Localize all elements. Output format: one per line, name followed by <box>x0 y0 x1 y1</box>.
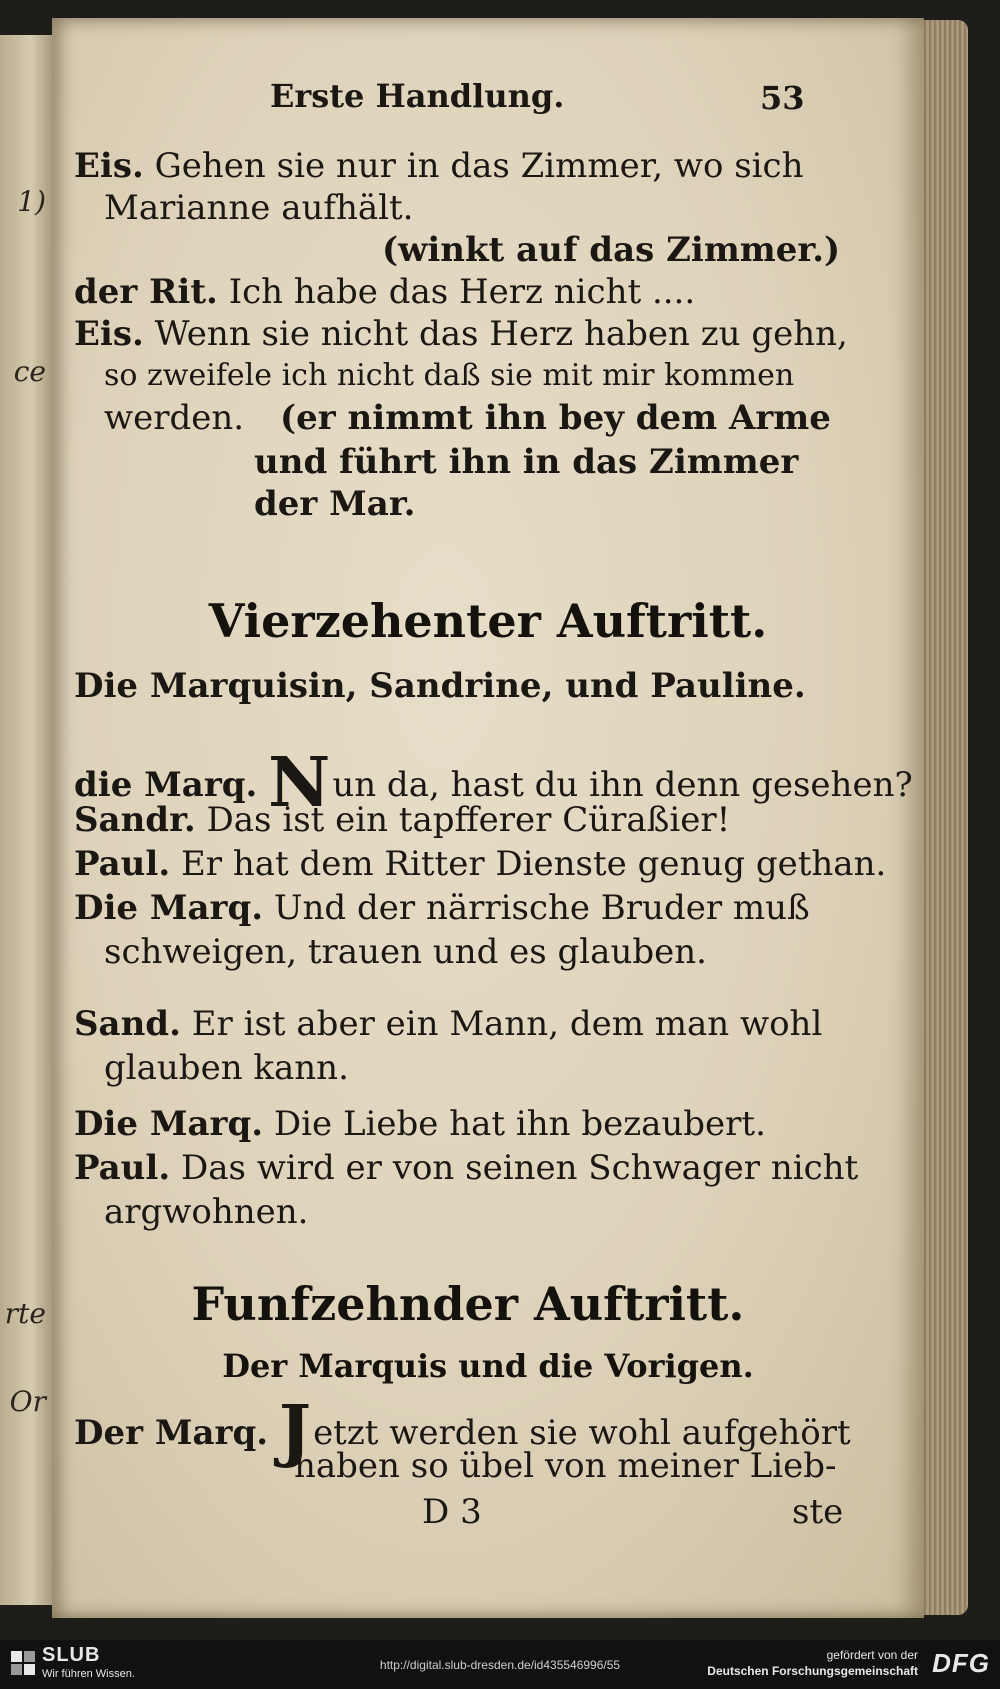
stage-direction: (winkt auf das Zimmer.) <box>382 230 841 270</box>
speaker-label: Der Marq. <box>74 1413 269 1453</box>
line-text: Und der närrische Bruder muß <box>273 888 810 928</box>
dialogue-line: argwohnen. <box>104 1192 309 1232</box>
stage-direction: und führt ihn in das Zimmer <box>254 442 799 482</box>
scene-cast: Die Marquisin, Sandrine, und Pauline. <box>74 666 806 706</box>
dialogue-line: haben so übel von meiner Lieb- <box>294 1446 837 1486</box>
speaker-label: Die Marq. <box>74 1104 264 1144</box>
dialogue-line <box>74 146 803 186</box>
previous-page-edge <box>0 35 54 1605</box>
line-text: Das ist ein tapfferer Cüraßier! <box>206 800 731 840</box>
speaker-label: Eis. <box>74 146 144 186</box>
line-text: un da, hast du ihn denn gesehen? <box>332 765 913 805</box>
funding-note: gefördert von der <box>826 1648 918 1662</box>
dialogue-line <box>74 888 810 928</box>
dialogue-line <box>74 800 730 840</box>
speaker-label: Die Marq. <box>74 888 264 928</box>
speaker-label: Sand. <box>74 1004 181 1044</box>
scene-cast: Der Marquis und die Vorigen. <box>222 1347 754 1385</box>
dialogue-line: werden. <box>104 398 245 438</box>
page-number: 53 <box>760 79 805 117</box>
dfg-logo: DFG <box>932 1648 990 1678</box>
page-stack-edge <box>920 20 968 1615</box>
drop-capital: J <box>278 1391 312 1471</box>
source-url-link[interactable]: http://digital.slub-dresden.de/id435546996/55 <box>379 1658 621 1672</box>
dialogue-line <box>74 1148 858 1188</box>
dialogue-line: so zweifele ich nicht daß sie mit mir kommen <box>104 358 795 393</box>
stage-direction: der Mar. <box>254 484 416 524</box>
speaker-label: Eis. <box>74 314 144 354</box>
margin-fragment: ce <box>13 355 46 388</box>
drop-capital: N <box>268 743 331 823</box>
margin-fragment: Or <box>9 1385 46 1418</box>
signature-mark: D 3 <box>422 1492 482 1532</box>
book-page <box>52 18 924 1618</box>
line-text: Er hat dem Ritter Dienste genug gethan. <box>180 844 887 884</box>
stage-direction: (er nimmt ihn bey dem Arme <box>280 398 831 438</box>
line-text: etzt werden sie wohl aufgehört <box>313 1413 851 1453</box>
funding-organization: Deutschen Forschungsgemeinschaft <box>707 1664 918 1678</box>
scene-heading: Vierzehenter Auftritt. <box>208 594 768 648</box>
dialogue-line: schweigen, trauen und es glauben. <box>104 932 707 972</box>
margin-fragment: rte <box>4 1297 46 1330</box>
dialogue-line <box>74 272 695 312</box>
line-text: Gehen sie nur in das Zimmer, wo sich <box>154 146 804 186</box>
viewer-footer-bar <box>0 1640 1000 1689</box>
scene-heading: Funfzehnder Auftritt. <box>191 1277 745 1331</box>
dialogue-line <box>74 1004 822 1044</box>
line-text: Wenn sie nicht das Herz haben zu gehn, <box>154 314 848 354</box>
library-name: SLUB <box>42 1644 101 1666</box>
library-tagline: Wir führen Wissen. <box>42 1668 135 1680</box>
speaker-label: Paul. <box>74 844 171 884</box>
speaker-label: Paul. <box>74 1148 171 1188</box>
dialogue-line <box>74 314 848 354</box>
running-title: Erste Handlung. <box>270 77 565 115</box>
speaker-label: Sandr. <box>74 800 196 840</box>
line-text: Die Liebe hat ihn bezaubert. <box>273 1104 766 1144</box>
speaker-label: der Rit. <box>74 272 218 312</box>
catchword: ste <box>792 1492 844 1532</box>
speaker-label: die Marq. <box>74 765 258 805</box>
dialogue-line: Marianne aufhält. <box>104 188 414 228</box>
dialogue-line <box>74 844 886 884</box>
dialogue-line: glauben kann. <box>104 1048 349 1088</box>
line-text: Das wird er von seinen Schwager nicht <box>180 1148 859 1188</box>
line-text: Er ist aber ein Mann, dem man wohl <box>191 1004 823 1044</box>
dialogue-line <box>74 1104 766 1144</box>
margin-fragment: 1) <box>17 185 46 218</box>
line-text: Ich habe das Herz nicht .... <box>228 272 696 312</box>
